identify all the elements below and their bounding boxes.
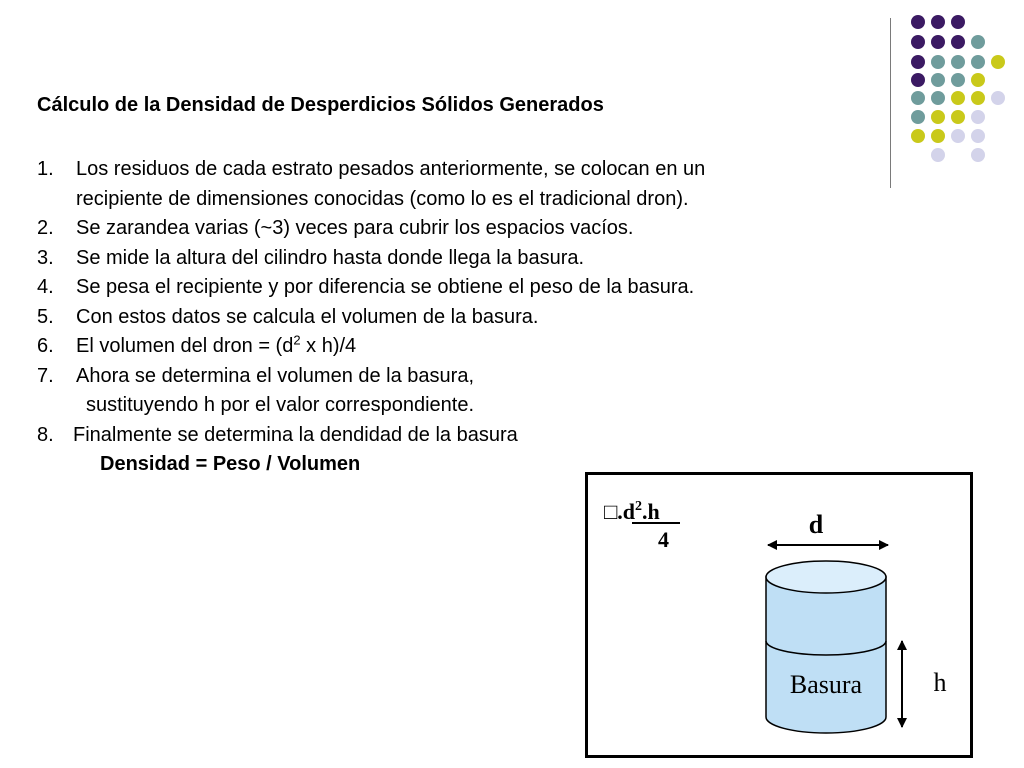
decorative-dot (971, 110, 985, 124)
decorative-dot (971, 73, 985, 87)
item-number: 5. (37, 305, 54, 328)
list-item-2 (37, 214, 705, 244)
decorative-dot (951, 15, 965, 29)
item-text: Se mide la altura del cilindro hasta donde llega la basura. (76, 246, 585, 269)
item-text: Se zarandea varias (~3) veces para cubrir los espacios vacíos. (76, 217, 634, 239)
decorative-dot (951, 110, 965, 124)
formula-denominator: 4 (658, 527, 669, 552)
decorative-dot (911, 129, 925, 143)
decorative-dot (931, 110, 945, 124)
density-formula: Densidad = Peso / Volumen (100, 453, 361, 475)
decorative-dot (911, 73, 925, 87)
cylinder-top (766, 561, 886, 593)
decorative-dot (911, 55, 925, 69)
item-number: 1. (37, 158, 54, 180)
decorative-dot (931, 35, 945, 49)
item-text: Ahora se determina el volumen de la basura, (76, 364, 475, 387)
decorative-dot (951, 73, 965, 87)
item-number: 4. (37, 276, 54, 298)
volume-formula (604, 499, 680, 552)
item-number: 7. (37, 364, 54, 387)
decorative-dot (951, 91, 965, 105)
decorative-dot (971, 91, 985, 105)
item-text-post: x h)/4 (300, 335, 357, 357)
item-text: Con estos datos se calcula el volumen de la basura. (76, 305, 539, 328)
decorative-dot (991, 91, 1005, 105)
decorative-dot (951, 55, 965, 69)
decorative-dot (971, 129, 985, 143)
decorative-dot (911, 110, 925, 124)
superscript-exponent: 2 (293, 332, 301, 348)
item-number: 8. (37, 423, 54, 446)
cylinder-diagram (588, 475, 970, 755)
decorative-dot (911, 15, 925, 29)
item-text: Se pesa el recipiente y por diferencia se obtiene el peso de la basura. (76, 276, 695, 298)
steps-list (37, 155, 705, 480)
list-item-7 (37, 362, 705, 421)
decorative-dot (931, 55, 945, 69)
list-item-1 (37, 155, 705, 214)
cylinder-icon (766, 561, 886, 733)
decorative-dot (931, 129, 945, 143)
decorative-dot (971, 55, 985, 69)
decorative-dot (971, 35, 985, 49)
decorative-dot (991, 55, 1005, 69)
decorative-dot (931, 15, 945, 29)
decorative-dot (911, 35, 925, 49)
decorative-dot (951, 129, 965, 143)
decorative-dot (931, 91, 945, 105)
cylinder-figure (585, 472, 973, 758)
diameter-label: d (808, 510, 824, 539)
formula-numerator: $□.d^2.h$ (604, 499, 660, 524)
item-number: 3. (37, 246, 54, 269)
item-text: Finalmente se determina la dendidad de la basura (73, 423, 518, 446)
item-number: 2. (37, 217, 54, 239)
item-text: Los residuos de cada estrato pesados anteriormente, se colocan en un (76, 158, 706, 180)
decorative-dot (951, 35, 965, 49)
divider-line (890, 18, 891, 188)
decorative-dot (911, 91, 925, 105)
decorative-dot (931, 73, 945, 87)
decorative-dot (971, 148, 985, 162)
item-text-continued: sustituyendo h por el valor correspondiente. (86, 394, 475, 416)
content-label: Basura (789, 670, 863, 699)
list-item-5 (37, 303, 705, 333)
list-item-3 (37, 244, 705, 274)
item-text-pre: El volumen del dron = (d (76, 335, 294, 357)
item-text (37, 332, 705, 362)
decorative-dot (931, 148, 945, 162)
item-text-continued: recipiente de dimensiones conocidas (como lo es el tradicional dron). (76, 187, 689, 210)
slide-title: Cálculo de la Densidad de Desperdicios Sólidos Generados (37, 94, 604, 116)
list-item-6 (37, 332, 705, 362)
list-item-4 (37, 273, 705, 303)
height-label: h (933, 668, 947, 697)
list-item-8 (37, 421, 705, 480)
item-number: 6. (37, 335, 54, 357)
decorative-dot-grid (0, 0, 1024, 180)
